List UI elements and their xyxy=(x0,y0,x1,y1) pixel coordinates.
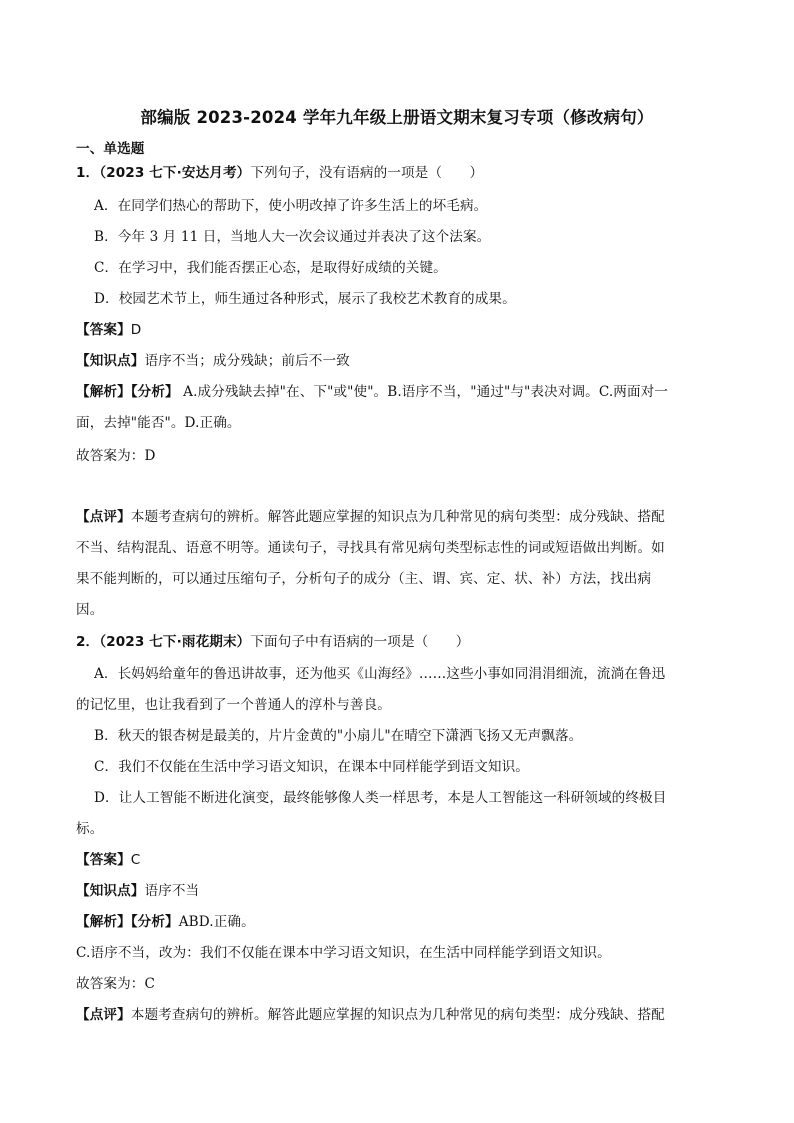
option-d: D．校园艺术节上，师生通过各种形式，展示了我校艺术教育的成果。 xyxy=(94,291,516,307)
comment-label: 【点评】 xyxy=(76,509,131,525)
analysis xyxy=(76,912,255,932)
comment xyxy=(76,507,665,527)
comment-label: 【点评】 xyxy=(76,1007,131,1023)
knowledge-label: 【知识点】 xyxy=(76,353,145,369)
answer-label: 【答案】 xyxy=(76,852,131,868)
comment-text: 本题考查病句的辨析。解答此题应掌握的知识点为几种常见的病句类型：成分残缺、搭配 xyxy=(130,1007,665,1023)
page-title: 部编版 2023-2024 学年九年级上册语文期末复习专项（修改病句） xyxy=(140,108,654,127)
question-number: 1． xyxy=(76,165,100,181)
option-c: C．在学习中，我们能否摆正心态，是取得好成绩的关键。 xyxy=(94,260,447,276)
section-heading: 一、单选题 xyxy=(76,141,145,157)
option-b: B．秋天的银杏树是最美的，片片金黄的"小扇儿"在晴空下潇洒飞扬又无声飘落。 xyxy=(94,728,583,744)
knowledge-value: 语序不当 xyxy=(144,883,200,899)
analysis-label: 【解析】【分析】 xyxy=(76,914,179,930)
option-d: D．让人工智能不断进化演变，最终能够像人类一样思考，本是人工智能这一科研领域的终极目 xyxy=(94,790,667,806)
answer xyxy=(76,320,141,340)
option-a-continued: 的记忆里，也让我看到了一个普通人的淳朴与善良。 xyxy=(76,697,391,713)
question-2-stem xyxy=(76,632,469,652)
analysis-continued: 面，去掉"能否"。D.正确。 xyxy=(76,415,241,431)
question-text: 下列句子，没有语病的一项是（ ） xyxy=(250,165,484,181)
comment-line-3: 果不能判断的，可以通过压缩句子，分析句子的成分（主、谓、宾、定、状、补）方法，找出病 xyxy=(76,571,652,587)
comment-line-2: 不当、结构混乱、语意不明等。通读句子，寻找具有常见病句类型标志性的词或短语做出判断。如 xyxy=(76,540,665,556)
final-answer: 故答案为：D xyxy=(76,448,156,464)
comment-line-4: 因。 xyxy=(76,602,104,618)
answer xyxy=(76,850,140,870)
analysis-label: 【解析】【分析】 xyxy=(76,384,179,400)
knowledge-value: 语序不当；成分残缺；前后不一致 xyxy=(144,353,350,369)
option-a: A．在同学们热心的帮助下，使小明改掉了许多生活上的坏毛病。 xyxy=(94,198,488,214)
final-answer: 故答案为：C xyxy=(76,976,155,992)
knowledge-label: 【知识点】 xyxy=(76,883,145,899)
comment xyxy=(76,1005,665,1025)
analysis xyxy=(76,382,668,402)
question-source: （2023 七下·安达月考） xyxy=(99,165,251,181)
option-b: B．今年 3 月 11 日，当地人大一次会议通过并表决了这个法案。 xyxy=(94,229,491,245)
option-d-continued: 标。 xyxy=(76,821,104,837)
question-text: 下面句子中有语病的一项是（ ） xyxy=(250,634,470,650)
analysis-text: ABD.正确。 xyxy=(178,914,255,930)
question-number: 2． xyxy=(76,634,100,650)
question-source: （2023 七下·雨花期末） xyxy=(99,634,251,650)
option-c: C．我们不仅能在生活中学习语文知识，在课本中同样能学到语文知识。 xyxy=(94,759,530,775)
knowledge-point xyxy=(76,881,199,901)
option-a: A．长妈妈给童年的鲁迅讲故事，还为他买《山海经》……这些小事如同涓涓细流，流淌在鲁迅 xyxy=(94,666,666,682)
comment-text: 本题考查病句的辨析。解答此题应掌握的知识点为几种常见的病句类型：成分残缺、搭配 xyxy=(130,509,665,525)
answer-value: C xyxy=(130,852,141,868)
analysis-text: A.成分残缺去掉"在、下"或"使"。B.语序不当，"通过"与"表决对调。C.两面对一 xyxy=(178,384,669,400)
analysis-continued: C.语序不当，改为：我们不仅能在课本中学习语文知识，在生活中同样能学到语文知识。 xyxy=(76,945,611,961)
question-1-stem xyxy=(76,163,483,183)
knowledge-point xyxy=(76,351,350,371)
answer-label: 【答案】 xyxy=(76,322,131,338)
answer-value: D xyxy=(130,322,142,338)
